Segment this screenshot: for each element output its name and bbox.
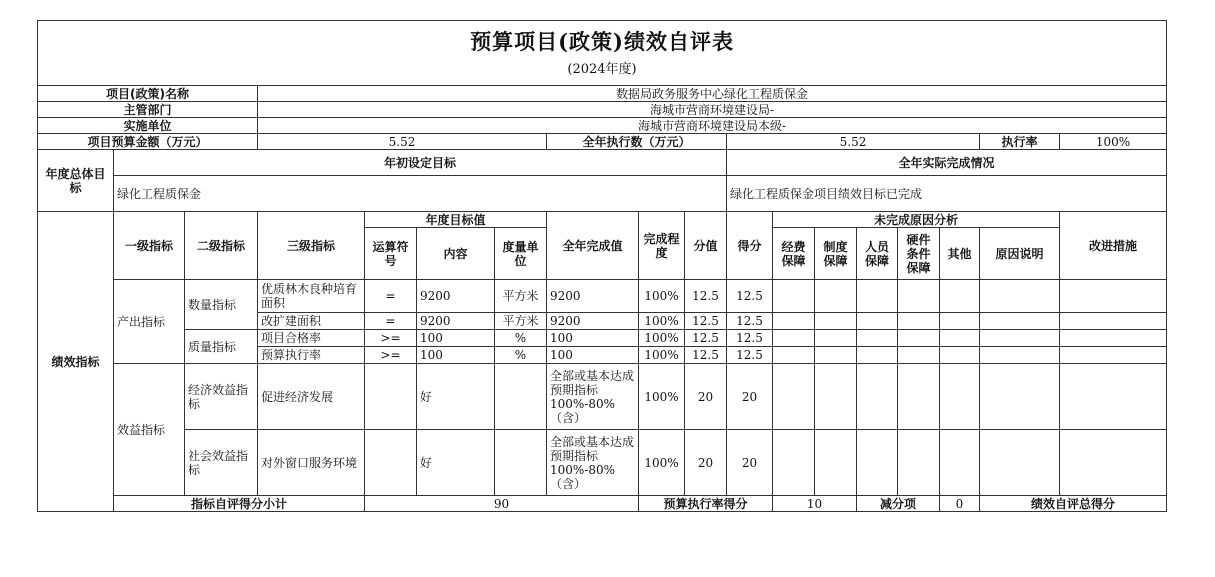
goal-initial-header: 年初设定目标 — [114, 150, 727, 176]
row-degree: 100% — [639, 330, 685, 347]
row-degree: 100% — [639, 364, 685, 430]
row-points: 20 — [685, 430, 727, 496]
empty-cell — [1060, 280, 1167, 313]
row-degree: 100% — [639, 347, 685, 364]
title-cell — [38, 21, 1167, 86]
subtotal-value: 90 — [365, 496, 639, 512]
row-op — [365, 364, 417, 430]
row-points: 12.5 — [685, 280, 727, 313]
deduct-value: 0 — [940, 496, 980, 512]
empty-cell — [773, 330, 815, 347]
empty-cell — [980, 347, 1060, 364]
level1-header: 一级指标 — [114, 212, 185, 280]
empty-cell — [940, 313, 980, 330]
empty-cell — [773, 347, 815, 364]
exec-score-label: 预算执行率得分 — [639, 496, 773, 512]
reason-system-header: 制度保障 — [815, 228, 857, 280]
exec-label: 全年执行数（万元） — [547, 134, 727, 150]
operator-header: 运算符号 — [365, 228, 417, 280]
row-degree: 100% — [639, 430, 685, 496]
empty-cell — [773, 364, 815, 430]
empty-cell — [857, 364, 898, 430]
row-actual: 9200 — [547, 280, 639, 313]
row-name: 改扩建面积 — [258, 313, 365, 330]
empty-cell — [857, 313, 898, 330]
row-unit: % — [495, 330, 547, 347]
row-name: 优质林木良种培育面积 — [258, 280, 365, 313]
empty-cell — [898, 430, 940, 496]
empty-cell — [773, 280, 815, 313]
row-score: 20 — [727, 364, 773, 430]
group-benefit: 效益指标 — [114, 364, 185, 496]
goal-actual-value: 绿化工程质保金项目绩效目标已完成 — [727, 176, 1167, 212]
row-points: 12.5 — [685, 347, 727, 364]
project-name-label: 项目(政策)名称 — [38, 86, 258, 102]
row-name: 促进经济发展 — [258, 364, 365, 430]
row-unit — [495, 430, 547, 496]
row-content: 9200 — [417, 280, 495, 313]
row-actual: 9200 — [547, 313, 639, 330]
group-quantity: 数量指标 — [185, 280, 258, 330]
reason-staff-header: 人员保障 — [857, 228, 898, 280]
empty-cell — [815, 313, 857, 330]
dept-label: 主管部门 — [38, 102, 258, 118]
empty-cell — [857, 430, 898, 496]
improve-header: 改进措施 — [1060, 212, 1167, 280]
empty-cell — [980, 280, 1060, 313]
empty-cell — [1060, 313, 1167, 330]
empty-cell — [940, 430, 980, 496]
rate-value: 100% — [1060, 134, 1167, 150]
empty-cell — [773, 430, 815, 496]
empty-cell — [815, 430, 857, 496]
exec-score-value: 10 — [773, 496, 857, 512]
group-quality: 质量指标 — [185, 330, 258, 364]
reason-fund-header: 经费保障 — [773, 228, 815, 280]
empty-cell — [1060, 364, 1167, 430]
row-op: = — [365, 313, 417, 330]
empty-cell — [940, 347, 980, 364]
unit-header: 度量单位 — [495, 228, 547, 280]
score-header: 得分 — [727, 212, 773, 280]
empty-cell — [980, 330, 1060, 347]
empty-cell — [815, 330, 857, 347]
row-content: 好 — [417, 430, 495, 496]
row-name: 项目合格率 — [258, 330, 365, 347]
row-unit — [495, 364, 547, 430]
empty-cell — [980, 313, 1060, 330]
deduct-label: 减分项 — [857, 496, 940, 512]
exec-value: 5.52 — [727, 134, 980, 150]
empty-cell — [1060, 430, 1167, 496]
reason-group-header: 未完成原因分析 — [773, 212, 1060, 228]
empty-cell — [940, 280, 980, 313]
reason-other-header: 其他 — [940, 228, 980, 280]
row-degree: 100% — [639, 280, 685, 313]
empty-cell — [898, 364, 940, 430]
points-header: 分值 — [685, 212, 727, 280]
empty-cell — [940, 330, 980, 347]
content-header: 内容 — [417, 228, 495, 280]
unit-value: 海城市营商环境建设局本级- — [258, 118, 1167, 134]
empty-cell — [898, 280, 940, 313]
row-points: 12.5 — [685, 330, 727, 347]
rate-label: 执行率 — [980, 134, 1060, 150]
reason-desc-header: 原因说明 — [980, 228, 1060, 280]
row-degree: 100% — [639, 313, 685, 330]
empty-cell — [1060, 347, 1167, 364]
row-name: 对外窗口服务环境 — [258, 430, 365, 496]
actual-header: 全年完成值 — [547, 212, 639, 280]
empty-cell — [898, 347, 940, 364]
group-social: 社会效益指标 — [185, 430, 258, 496]
budget-value: 5.52 — [258, 134, 547, 150]
row-actual: 100 — [547, 347, 639, 364]
row-content: 9200 — [417, 313, 495, 330]
page-title: 预算项目(政策)绩效自评表 — [470, 29, 734, 54]
row-actual: 全部或基本达成预期指标100%-80%（含） — [547, 364, 639, 430]
row-unit: 平方米 — [495, 313, 547, 330]
subtotal-label: 指标自评得分小计 — [114, 496, 365, 512]
budget-label: 项目预算金额（万元） — [38, 134, 258, 150]
level2-header: 二级指标 — [185, 212, 258, 280]
row-op: >= — [365, 330, 417, 347]
degree-header: 完成程度 — [639, 212, 685, 280]
row-content: 好 — [417, 364, 495, 430]
empty-cell — [857, 330, 898, 347]
group-economic: 经济效益指标 — [185, 364, 258, 430]
level3-header: 三级指标 — [258, 212, 365, 280]
empty-cell — [940, 364, 980, 430]
row-content: 100 — [417, 330, 495, 347]
year-label: (2024年度) — [567, 62, 637, 77]
row-points: 12.5 — [685, 313, 727, 330]
row-score: 12.5 — [727, 330, 773, 347]
row-score: 12.5 — [727, 347, 773, 364]
row-unit: 平方米 — [495, 280, 547, 313]
target-group-header: 年度目标值 — [365, 212, 547, 228]
row-op: >= — [365, 347, 417, 364]
empty-cell — [773, 313, 815, 330]
goal-label: 年度总体目标 — [38, 150, 114, 212]
empty-cell — [857, 280, 898, 313]
empty-cell — [857, 347, 898, 364]
empty-cell — [898, 313, 940, 330]
row-name: 预算执行率 — [258, 347, 365, 364]
project-name-value: 数据局政务服务中心绿化工程质保金 — [258, 86, 1167, 102]
perf-indicator-label: 绩效指标 — [38, 212, 114, 512]
row-unit: % — [495, 347, 547, 364]
reason-hardware-header: 硬件条件保障 — [898, 228, 940, 280]
empty-cell — [1060, 330, 1167, 347]
row-score: 12.5 — [727, 280, 773, 313]
row-actual: 全部或基本达成预期指标100%-80%（含） — [547, 430, 639, 496]
dept-value: 海城市营商环境建设局- — [258, 102, 1167, 118]
row-score: 12.5 — [727, 313, 773, 330]
unit-label: 实施单位 — [38, 118, 258, 134]
empty-cell — [815, 347, 857, 364]
empty-cell — [815, 364, 857, 430]
row-content: 100 — [417, 347, 495, 364]
total-label: 绩效自评总得分 — [980, 496, 1167, 512]
row-actual: 100 — [547, 330, 639, 347]
group-output: 产出指标 — [114, 280, 185, 364]
empty-cell — [898, 330, 940, 347]
empty-cell — [980, 430, 1060, 496]
row-op — [365, 430, 417, 496]
row-score: 20 — [727, 430, 773, 496]
row-points: 20 — [685, 364, 727, 430]
row-op: = — [365, 280, 417, 313]
performance-self-evaluation-table — [37, 20, 1167, 512]
goal-initial-value: 绿化工程质保金 — [114, 176, 727, 212]
empty-cell — [815, 280, 857, 313]
goal-actual-header: 全年实际完成情况 — [727, 150, 1167, 176]
empty-cell — [980, 364, 1060, 430]
